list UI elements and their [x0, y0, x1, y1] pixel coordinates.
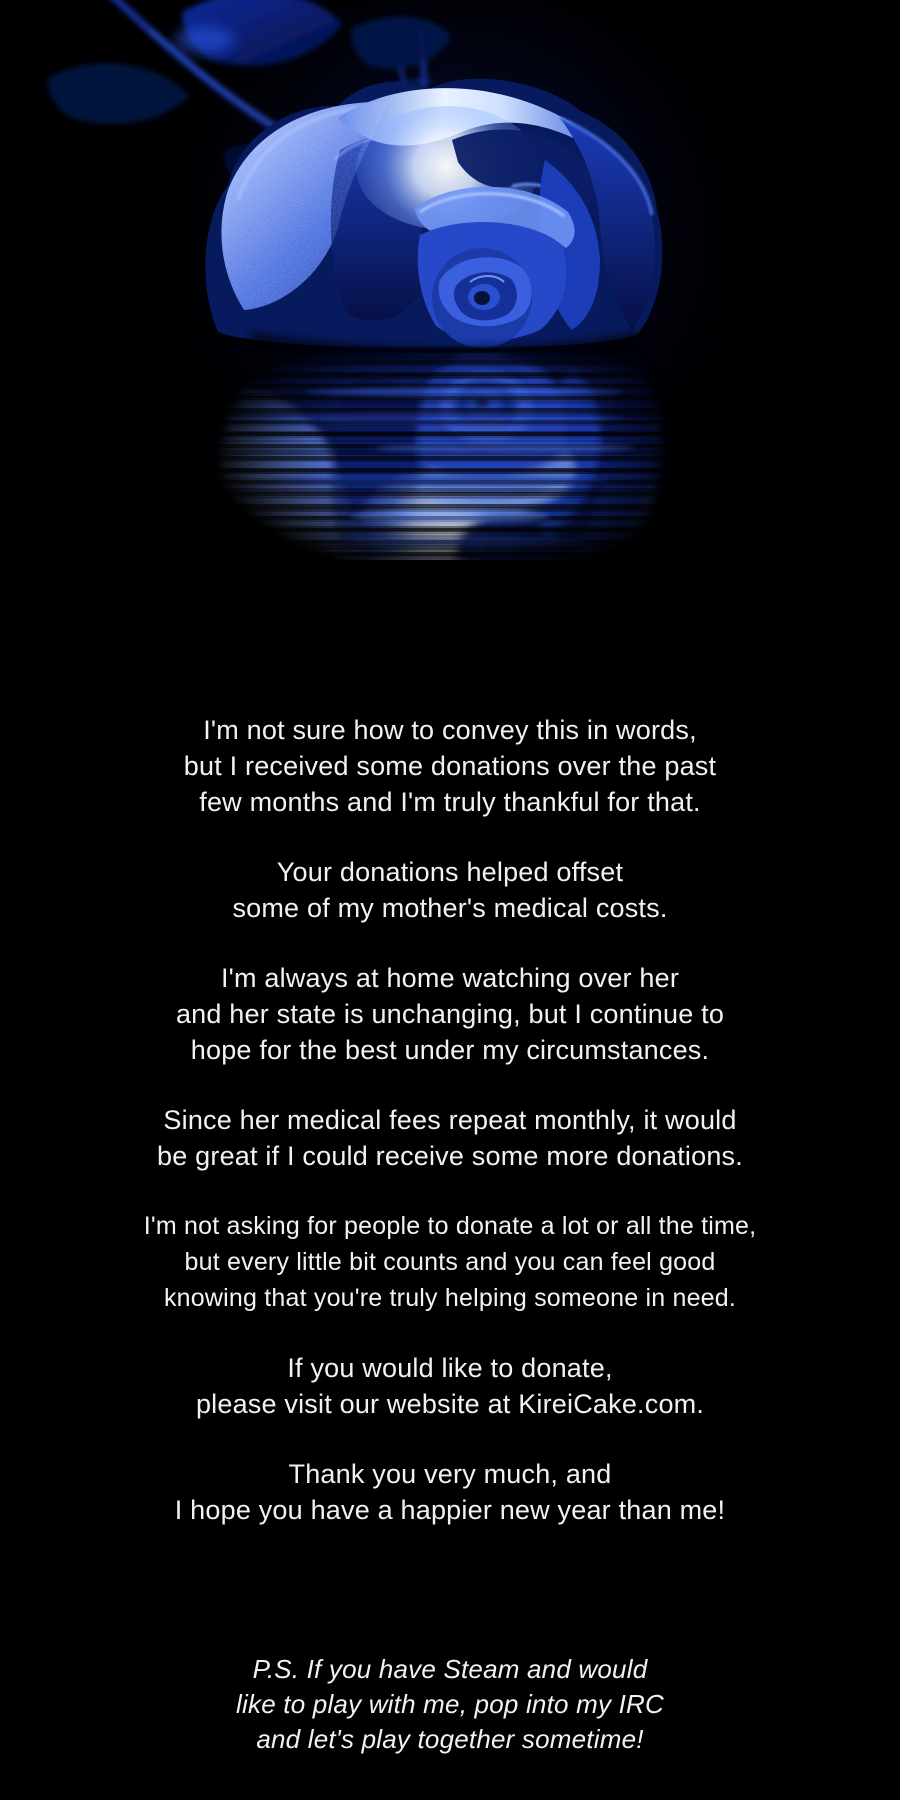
- blue-rose-image: [0, 0, 900, 560]
- text-line: and let's play together sometime!: [256, 1724, 644, 1754]
- text-line: be great if I could receive some more donations.: [157, 1141, 743, 1171]
- paragraph-monthly-fees: [0, 1102, 900, 1174]
- water-reflection: [0, 210, 900, 560]
- blue-rose-artwork: [0, 0, 900, 560]
- text-line: but I received some donations over the past: [183, 751, 717, 781]
- text-line: and her state is unchanging, but I continue to: [175, 999, 725, 1029]
- paragraph-every-bit-counts: [0, 1208, 900, 1316]
- text-line: knowing that you're truly helping someone in need.: [163, 1284, 737, 1312]
- text-line: few months and I'm truly thankful for that.: [199, 787, 701, 817]
- donation-message: [0, 560, 900, 1757]
- paragraph-how-to-donate: [0, 1350, 900, 1422]
- text-line: like to play with me, pop into my IRC: [236, 1689, 664, 1719]
- text-line: I'm not sure how to convey this in words,: [203, 715, 697, 745]
- paragraph-intro-thanks: [0, 712, 900, 820]
- text-line: P.S. If you have Steam and would: [252, 1654, 648, 1684]
- text-line: I'm not asking for people to donate a lot or all the time,: [143, 1212, 757, 1240]
- paragraph-thank-you: [0, 1456, 900, 1528]
- text-line: hope for the best under my circumstances.: [190, 1035, 710, 1065]
- text-line: Your donations helped offset: [276, 857, 624, 887]
- text-line website-mention: please visit our website at KireiCake.com.: [195, 1389, 705, 1419]
- paragraph-watching-over-her: [0, 960, 900, 1068]
- text-line: I'm always at home watching over her: [220, 963, 680, 993]
- waterline: [180, 347, 720, 353]
- text-line: If you would like to donate,: [287, 1353, 613, 1383]
- text-line: Since her medical fees repeat monthly, it would: [163, 1105, 737, 1135]
- paragraph-donations-helped: [0, 854, 900, 926]
- text-line: I hope you have a happier new year than me!: [174, 1495, 726, 1525]
- paragraph-postscript-steam: [0, 1652, 900, 1757]
- text-line: Thank you very much, and: [288, 1459, 612, 1489]
- text-line: some of my mother's medical costs.: [232, 893, 668, 923]
- text-line: but every little bit counts and you can feel good: [184, 1248, 716, 1276]
